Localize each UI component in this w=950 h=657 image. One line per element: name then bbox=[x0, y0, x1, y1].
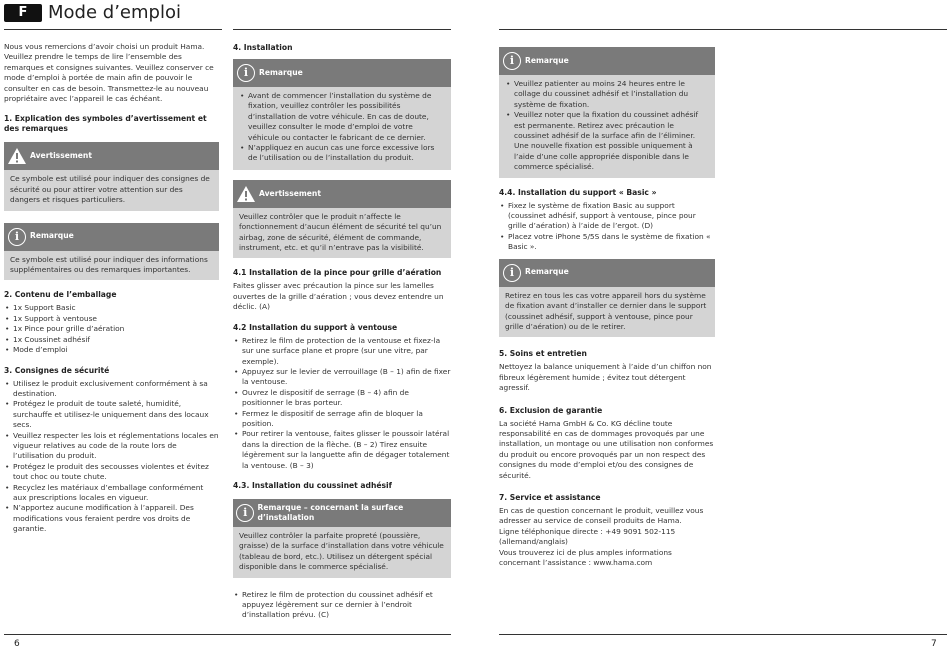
basic-holder-list bbox=[499, 201, 715, 253]
list-item: • N’appliquez en aucun cas une force excessive lors de l’utilisation ou de l’installation du produit. bbox=[239, 143, 445, 164]
list-item: • 1x Pince pour grille d’aération bbox=[4, 324, 219, 334]
list-item: • N’apportez aucune modification à l’appareil. Des modifications vous feraient perdre vos droits de garantie. bbox=[4, 503, 219, 534]
adhesive-pad-list bbox=[233, 590, 451, 621]
package-contents-list bbox=[4, 303, 219, 355]
service-line: Vous trouverez ici de plus amples informations concernant l’assistance : www.hama.com bbox=[499, 547, 672, 567]
list-item: • Veuillez noter que la fixation du coussinet adhésif est permanente. Retirez avec précaution le coussinet adhésif de la surface afin de l’éliminer. Une nouvelle fixation est possible uniquement à l’aide d’une colle appropriée disponible dans le commerce spécialisé. bbox=[505, 110, 709, 172]
info-icon: i bbox=[233, 499, 258, 527]
column-1 bbox=[4, 42, 219, 535]
section-4-3-heading: 4.3. Installation du coussinet adhésif bbox=[233, 480, 392, 490]
suction-mount-list bbox=[233, 336, 451, 471]
list-item: • Appuyez sur le levier de verrouillage (B – 1) afin de fixer la ventouse. bbox=[233, 367, 451, 388]
section-6-heading: 6. Exclusion de garantie bbox=[499, 405, 603, 415]
list-item: • Mode d’emploi bbox=[4, 345, 219, 355]
info-icon: i bbox=[499, 47, 525, 75]
warning-text: Veuillez contrôler que le produit n’affecte le fonctionnement d’aucun élément de sécurité tel qu’un airbag, zone de sécurité, élément de commande, instrument, etc. et qu’il n’entrave pas la visibilité. bbox=[233, 208, 451, 259]
section-4-4-heading: 4.4. Installation du support « Basic » bbox=[499, 187, 657, 197]
section-3-heading: 3. Consignes de sécurité bbox=[4, 365, 110, 375]
info-icon: i bbox=[233, 59, 259, 87]
list-item: • Retirez le film de protection du coussinet adhésif et appuyez légèrement sur ce dernier à l’endroit d’installation prévu. (C) bbox=[233, 590, 451, 621]
section-4-1-text: Faites glisser avec précaution la pince sur les lamelles ouvertes de la grille d’aération ; vous devez entendre un déclic. (A) bbox=[233, 281, 444, 312]
section-4-heading: 4. Installation bbox=[233, 43, 293, 52]
header-rule-right bbox=[499, 29, 947, 30]
list-item: • Veuillez respecter les lois et réglementations locales en vigueur relatives au code de la route lors de l’utilisation du produit. bbox=[4, 431, 219, 462]
warning-label: Avertissement bbox=[259, 188, 321, 198]
section-2-heading: 2. Contenu de l’emballage bbox=[4, 290, 117, 300]
note-label: Remarque bbox=[525, 267, 569, 277]
note-box-removal bbox=[499, 259, 715, 338]
header-rule-col2 bbox=[233, 29, 451, 30]
column-2 bbox=[233, 43, 451, 621]
warning-box bbox=[4, 142, 219, 210]
list-item: • Veuillez patienter au moins 24 heures entre le collage du coussinet adhésif et l’installation du système de fixation. bbox=[505, 79, 709, 110]
page-title: Mode d’emploi bbox=[48, 2, 181, 23]
note-box-adhesive bbox=[499, 47, 715, 178]
note-box-installation bbox=[233, 59, 451, 170]
warning-label: Avertissement bbox=[30, 151, 92, 161]
note-label: Remarque – concernant la surface d’installation bbox=[257, 502, 404, 522]
list-item: • Protégez le produit des secousses violentes et évitez tout choc ou toute chute. bbox=[4, 462, 219, 483]
note-label: Remarque bbox=[259, 67, 303, 77]
section-4-2-heading: 4.2 Installation du support à ventouse bbox=[233, 322, 398, 332]
footer-rule-left bbox=[4, 634, 451, 635]
section-5-text: Nettoyez la balance uniquement à l’aide d’un chiffon non fibreux légèrement humide ; évitez tout détergent agressif. bbox=[499, 362, 712, 393]
list-item: • Utilisez le produit exclusivement conformément à sa destination. bbox=[4, 379, 219, 400]
intro-paragraph: Nous vous remercions d’avoir choisi un produit Hama. Veuillez prendre le temps de lire l’ensemble des remarques et consignes suivantes. Veuillez conserver ce mode d’emploi à portée de main afin de pouvoir le consulter en cas de besoin. Transmettez-le au nouveau propriétaire avec l’appareil le cas échéant. bbox=[4, 42, 214, 104]
service-line: En cas de question concernant le produit, veuillez vous adresser au service de conseil produits de Hama. bbox=[499, 505, 704, 526]
warning-text: Ce symbole est utilisé pour indiquer des consignes de sécurité ou pour attirer votre attention sur des dangers et risques particuliers. bbox=[4, 170, 219, 210]
note-label: Remarque bbox=[525, 55, 569, 65]
page-number-left: 6 bbox=[14, 639, 20, 649]
safety-list bbox=[4, 379, 219, 535]
list-item: • Recyclez les matériaux d’emballage conformément aux prescriptions locales en vigueur. bbox=[4, 483, 219, 504]
list-item: • Ouvrez le dispositif de serrage (B – 4) afin de positionner le bras porteur. bbox=[233, 388, 451, 409]
list-item: • Avant de commencer l’installation du système de fixation, veuillez contrôler les possibilités d’installation de votre véhicule. En cas de doute, veuillez consulter le mode d’emploi de votre véhicule ou contacter le fabricant de ce dernier. bbox=[239, 91, 445, 143]
footer-rule-right bbox=[499, 634, 947, 635]
note-label: Remarque bbox=[30, 231, 74, 241]
note-box bbox=[4, 223, 219, 281]
list-item: • Protégez le produit de toute saleté, humidité, surchauffe et utilisez-le uniquement dans des locaux secs. bbox=[4, 399, 219, 430]
column-3 bbox=[499, 41, 715, 568]
list-item: • 1x Coussinet adhésif bbox=[4, 335, 219, 345]
section-6-text: La société Hama GmbH & Co. KG décline toute responsabilité en cas de dommages provoqués par une installation, un montage ou une utilisation non conformes du produit ou encore provoqués par un non respect des consignes du mode d’emploi et/ou des consignes de sécurité. bbox=[499, 418, 714, 480]
language-badge: F bbox=[4, 4, 42, 22]
list-item: • Fermez le dispositif de serrage afin de bloquer la position. bbox=[233, 409, 451, 430]
removal-note-text: Retirez en tous les cas votre appareil hors du système de fixation avant d’installer ce dernier dans le support (coussinet adhésif, support à ventouse, pince pour grille d’aération) ou de le retirer. bbox=[499, 287, 715, 338]
section-7-heading: 7. Service et assistance bbox=[499, 492, 601, 502]
note-box-surface bbox=[233, 499, 451, 578]
section-1-heading: 1. Explication des symboles d’avertissement et des remarques bbox=[4, 114, 207, 134]
info-icon: i bbox=[499, 259, 525, 287]
list-item: • Placez votre iPhone 5/5S dans le système de fixation « Basic ». bbox=[499, 232, 715, 253]
right-page bbox=[475, 0, 950, 657]
note-text: Ce symbole est utilisé pour indiquer des informations supplémentaires ou des remarques importantes. bbox=[4, 251, 219, 281]
info-icon: i bbox=[4, 223, 30, 251]
list-item: • Pour retirer la ventouse, faites glisser le poussoir latéral dans la direction de la flèche. (B – 2) Tirez ensuite légèrement sur la languette afin de dégager totalement la ventouse. (B – 3) bbox=[233, 429, 451, 471]
warning-triangle-icon bbox=[233, 180, 259, 208]
warning-box-installation bbox=[233, 180, 451, 259]
page-number-right: 7 bbox=[931, 639, 937, 649]
list-item: • Retirez le film de protection de la ventouse et fixez-la sur une surface plane et propre (sur une vitre, par exemple). bbox=[233, 336, 451, 367]
list-item: • 1x Support Basic bbox=[4, 303, 219, 313]
surface-note-text: Veuillez contrôler la parfaite propreté (poussière, graisse) de la surface d’installation dans votre véhicule (tableau de bord, etc.). Utilisez un détergent spécial disponible dans le commerce spécialisé. bbox=[233, 527, 451, 578]
list-item: • 1x Support à ventouse bbox=[4, 314, 219, 324]
section-4-1-heading: 4.1 Installation de la pince pour grille d’aération bbox=[233, 268, 442, 278]
warning-triangle-icon bbox=[4, 142, 30, 170]
list-item: • Fixez le système de fixation Basic au support (coussinet adhésif, support à ventouse, pince pour grille d’aération) à l’aide de l’ergot. (D) bbox=[499, 201, 715, 232]
section-5-heading: 5. Soins et entretien bbox=[499, 349, 587, 359]
service-line: Ligne téléphonique directe : +49 9091 502-115 (allemand/anglais) bbox=[499, 526, 676, 547]
header-rule-col1 bbox=[4, 29, 222, 30]
